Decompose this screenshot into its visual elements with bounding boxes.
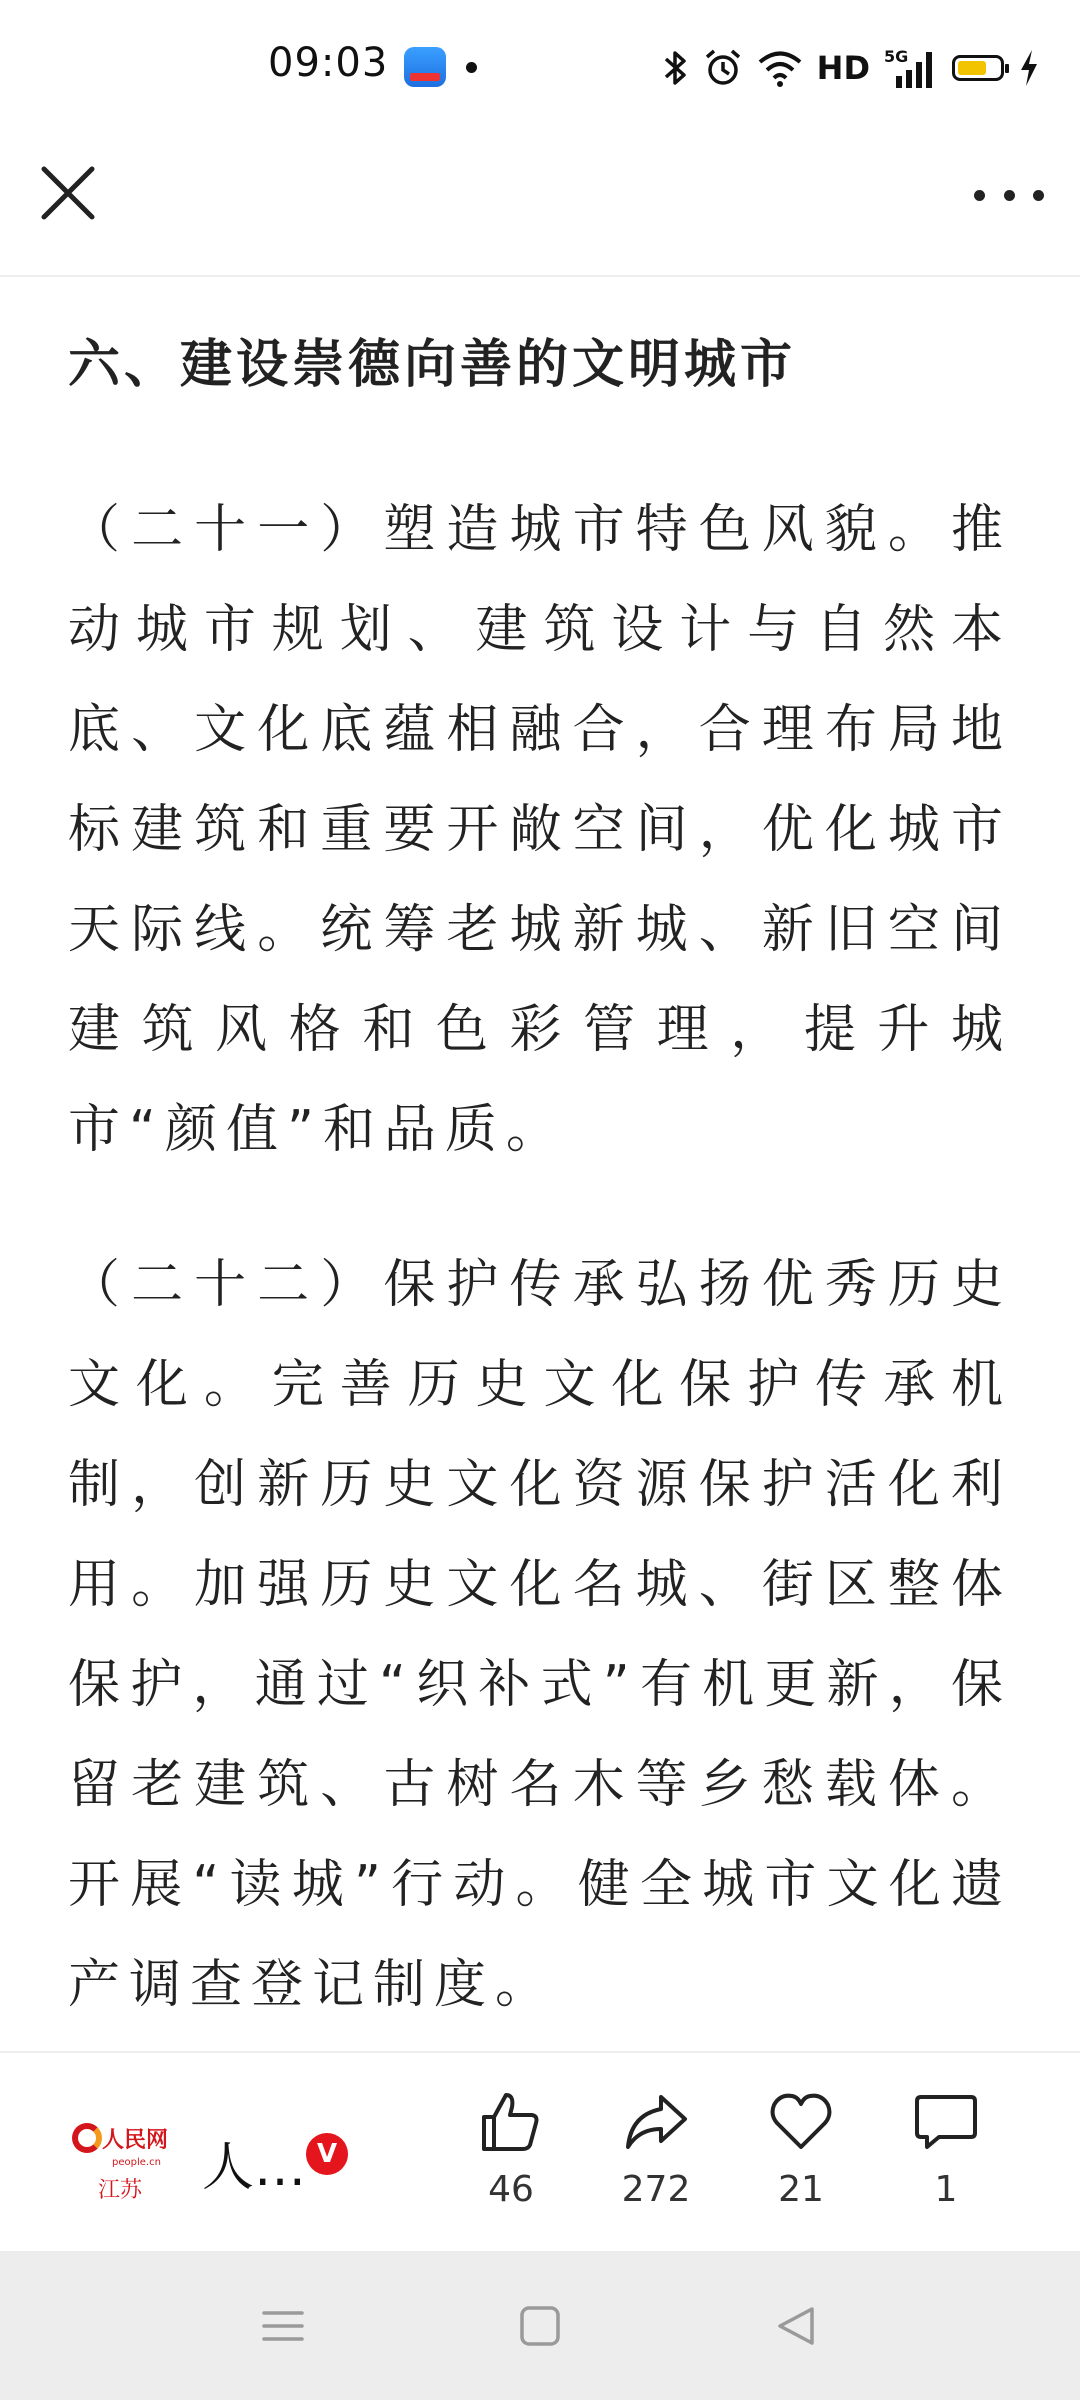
thumbs-up-icon	[478, 2089, 544, 2155]
close-icon	[36, 161, 100, 225]
back-icon[interactable]	[772, 2301, 822, 2351]
signal-icon	[884, 46, 938, 90]
battery-icon	[952, 55, 1004, 81]
publisher-logo[interactable]	[72, 2117, 170, 2203]
signal-label: 5G	[884, 47, 909, 66]
logo-text: 人民网	[102, 2127, 169, 2153]
status-bar	[0, 0, 1080, 135]
logo-subtext: people.cn	[112, 2157, 161, 2168]
article-paragraph-1: （二十一）塑造城市特色风貌。推动城市规划、建筑设计与自然本底、文化底蕴相融合，合理布局地标建筑和重要开敞空间，优化城市天际线。统筹老城新城、新旧空间建筑风格和色彩管理，提升城市“颜值”和品质。	[68, 500, 1012, 1160]
more-icon-dot	[974, 190, 985, 201]
top-nav	[0, 135, 1080, 277]
bottom-action-bar	[0, 2051, 1080, 2253]
menu-icon[interactable]	[258, 2301, 308, 2351]
alarm-icon	[703, 48, 743, 88]
more-icon-dot	[1033, 190, 1044, 201]
notification-dot-icon	[466, 62, 477, 73]
charging-icon	[1018, 48, 1040, 88]
network-type-label: HD	[816, 49, 870, 87]
status-time: 09:03	[268, 40, 389, 86]
more-button[interactable]	[974, 165, 1044, 225]
logo-city: 江苏	[98, 2178, 143, 2203]
more-icon-dot	[1004, 190, 1015, 201]
home-icon[interactable]	[515, 2301, 565, 2351]
favorite-count: 21	[778, 2169, 824, 2210]
bluetooth-icon	[663, 48, 689, 88]
share-count: 272	[621, 2169, 691, 2210]
share-button[interactable]	[601, 2089, 711, 2210]
app-notification-icon	[404, 47, 446, 87]
share-icon	[623, 2089, 689, 2155]
like-button[interactable]	[456, 2089, 566, 2210]
verified-badge: V	[306, 2133, 348, 2175]
wifi-icon	[757, 48, 803, 88]
account-name[interactable]: 人…	[202, 2138, 307, 2198]
heart-icon	[768, 2089, 834, 2155]
close-button[interactable]	[36, 161, 100, 225]
section-title: 六、建设崇德向善的文明城市	[68, 335, 797, 395]
system-nav-bar	[0, 2251, 1080, 2400]
status-icons	[663, 44, 1040, 92]
comment-count: 1	[934, 2169, 958, 2210]
logo-swirl-icon	[72, 2123, 102, 2153]
comment-button[interactable]	[891, 2089, 1001, 2210]
comment-icon	[913, 2089, 979, 2155]
favorite-button[interactable]	[746, 2089, 856, 2210]
article-paragraph-2: （二十二）保护传承弘扬优秀历史文化。完善历史文化保护传承机制，创新历史文化资源保护活化利用。加强历史文化名城、街区整体保护，通过“织补式”有机更新，保留老建筑、古树名木等乡愁载体。开展“读城”行动。健全城市文化遗产调查登记制度。	[68, 1255, 1012, 2015]
like-count: 46	[488, 2169, 534, 2210]
article-body[interactable]	[68, 275, 1012, 2051]
